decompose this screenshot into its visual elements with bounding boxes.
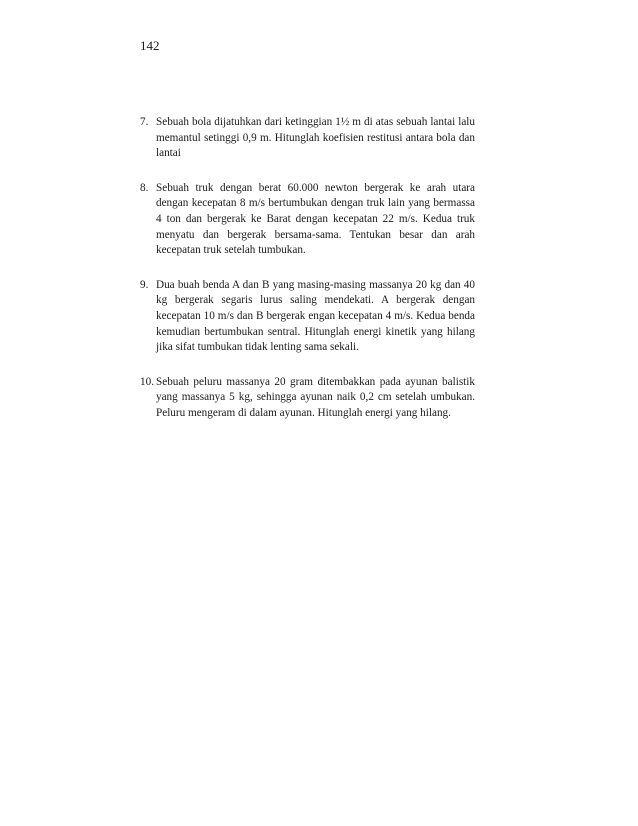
problem-number: 10. xyxy=(140,375,154,388)
problem-item-7 xyxy=(140,115,475,162)
problem-number: 9. xyxy=(140,278,149,291)
page-number: 142 xyxy=(140,38,160,53)
problem-text: Dua buah benda A dan B yang masing-masing massanya 20 kg dan 40 kg bergerak segaris lurus saling mendekati. A bergerak dengan kecepatan 10 m/s dan B bergerak engan kecepatan 4 m/s. Kedua benda kemudian bertumbukan sentral. Hitunglah energi kinetik yang hilang jika sifat tumbukan tidak lenting sama sekali. xyxy=(156,278,475,354)
problem-item-10 xyxy=(140,375,475,422)
problem-text: Sebuah truk dengan berat 60.000 newton bergerak ke arah utara dengan kecepatan 8 m/s bertumbukan dengan truk lain yang bermassa 4 ton dan bergerak ke Barat dengan kecepatan 22 m/s. Kedua truk menyatu dan bergerak bersama-sama. Tentukan besar dan arah kecepatan truk setelah tumbukan. xyxy=(156,181,475,257)
problem-item-9 xyxy=(140,278,475,356)
problem-number: 8. xyxy=(140,181,149,194)
problem-text: Sebuah bola dijatuhkan dari ketinggian 1½ m di atas sebuah lantai lalu memantul setinggi 0,9 m. Hitunglah koefisien restitusi antara bola dan lantai xyxy=(156,116,475,160)
problem-item-8 xyxy=(140,181,475,259)
problem-number: 7. xyxy=(140,116,149,128)
problem-list xyxy=(140,115,475,441)
problem-text: Sebuah peluru massanya 20 gram ditembakkan pada ayunan balistik yang massanya 5 kg, sehingga ayunan naik 0,2 cm setelah umbukan. Peluru mengeram di dalam ayunan. Hitunglah energi yang hilang. xyxy=(156,375,475,419)
